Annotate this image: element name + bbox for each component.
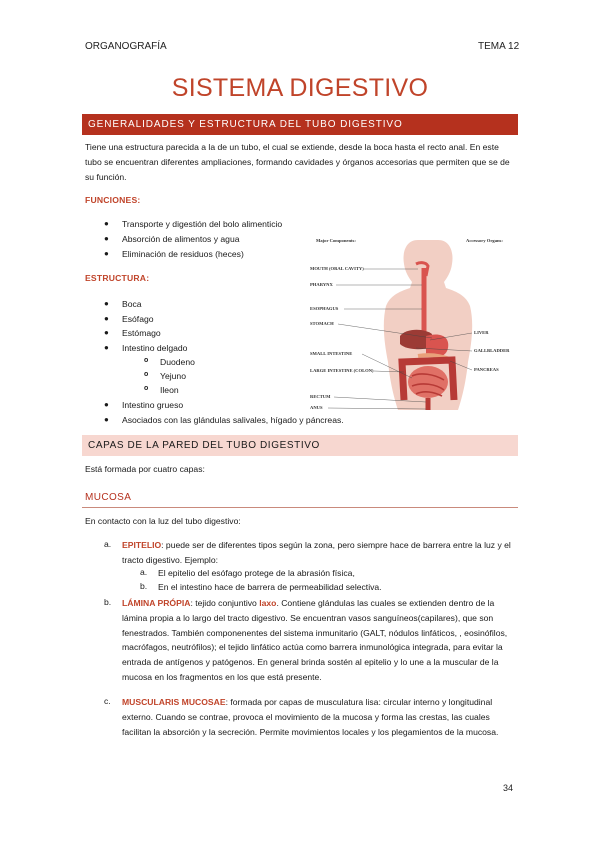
item-text: : tejido conjuntivo <box>190 598 260 608</box>
list-item: Yejuno <box>160 371 186 381</box>
list-marker: b. <box>104 597 112 607</box>
list-marker: a. <box>140 567 148 577</box>
sub-bullet-icon: o <box>144 385 149 392</box>
list-item: Boca <box>122 299 142 309</box>
running-header-topic: TEMA 12 <box>478 41 520 52</box>
running-header-subject: ORGANOGRAFÍA <box>85 41 167 52</box>
label-rectum: RECTUM <box>310 394 331 399</box>
mucosa-item-lamina-propia <box>122 596 517 685</box>
bullet-icon: ● <box>104 314 109 323</box>
funciones-label: FUNCIONES: <box>85 195 141 205</box>
section-heading-text: GENERALIDADES Y ESTRUCTURA DEL TUBO DIGESTIVO <box>88 119 403 130</box>
small-intestine <box>408 366 448 398</box>
bullet-icon: ● <box>104 415 109 424</box>
label-stomach: STOMACH <box>310 321 334 326</box>
sub-bullet-icon: o <box>144 371 149 378</box>
diagram-major-title: Major Components: <box>316 238 356 243</box>
label-anus: ANUS <box>310 405 323 410</box>
bullet-icon: ● <box>104 343 109 352</box>
bullet-icon: ● <box>104 234 109 243</box>
bullet-icon: ● <box>104 249 109 258</box>
section-heading-capas <box>82 435 518 456</box>
estructura-label: ESTRUCTURA: <box>85 273 150 283</box>
list-item: Asociados con las glándulas salivales, hígado y páncreas. <box>122 415 344 425</box>
item-text: : formada por capas de musculatura lisa: circular interno y longitudinal externo. Cuando se contrae, provoca el movimiento de la mucosa y forma las crestas, las cuales facilitan la absorción y la secreción. Permite movimientos locales y los plegamientos de la mucosa. <box>122 697 499 737</box>
page-number: 34 <box>503 783 514 793</box>
term-laxo: laxo <box>259 598 277 608</box>
sub-list-item: El epitelio del esófago protege de la abrasión física, <box>158 568 355 578</box>
bullet-icon: ● <box>104 219 109 228</box>
label-mouth: MOUTH (ORAL CAVITY) <box>310 266 364 271</box>
term-muscularis-mucosae: MUSCULARIS MUCOSAE <box>122 697 226 707</box>
label-pancreas: PANCREAS <box>474 367 499 372</box>
mucosa-item-muscularis <box>122 695 517 739</box>
list-item: Ileon <box>160 385 179 395</box>
section-heading-generalidades <box>82 114 518 135</box>
label-esophagus: ESOPHAGUS <box>310 306 339 311</box>
list-marker: b. <box>140 581 148 591</box>
list-item: Intestino grueso <box>122 400 184 410</box>
label-large-intestine: LARGE INTESTINE (COLON) <box>310 368 374 373</box>
section-divider <box>82 507 518 508</box>
bullet-icon: ● <box>104 400 109 409</box>
sub-list-item: En el intestino hace de barrera de permeabilidad selectiva. <box>158 582 382 592</box>
mucosa-item-epitelio <box>122 538 517 568</box>
list-marker: c. <box>104 696 111 706</box>
item-text: . Contiene glándulas las cuales se extienden dentro de la lámina propia a lo largo del tracto digestivo. Se encuentran vasos sanguíneos(capilares), que son fenestrados. También componenentes del sistema inmunitario (GALT, nódulos linfáticos, , eosinófilos, macrófagos, neutrófilos); el tejido linfático actúa como barrera inmunológica integrada, para evitar la entrada de antígenos y patógenos. En general brinda sostén al epitelio y lo une a la muscular de la mucosa en los fragmentos en los que está presente. <box>122 598 508 682</box>
intro-paragraph: Tiene una estructura parecida a la de un tubo, el cual se extiende, desde la boca hasta el recto anal. En este tubo se encuentran diferentes ampliaciones, formando cavidades y órganos accesorias que permiten que se de su función. <box>85 142 510 182</box>
section-heading-text: CAPAS DE LA PARED DEL TUBO DIGESTIVO <box>88 440 320 451</box>
list-item: Transporte y digestión del bolo alimenticio <box>122 219 283 229</box>
term-epitelio: EPITELIO <box>122 540 162 550</box>
bullet-icon: ● <box>104 299 109 308</box>
page-title: SISTEMA DIGESTIVO <box>171 74 429 102</box>
label-pharynx: PHARYNX <box>310 282 333 287</box>
diagram-accessory-title: Accessory Organs: <box>466 238 503 243</box>
digestive-system-diagram <box>306 232 518 410</box>
list-marker: a. <box>104 539 112 549</box>
capas-intro: Está formada por cuatro capas: <box>85 464 205 474</box>
label-liver: LIVER <box>474 330 489 335</box>
label-small-intestine: SMALL INTESTINE <box>310 351 353 356</box>
sub-bullet-icon: o <box>144 357 149 364</box>
term-lamina-propia: LÁMINA PRÓPIA <box>122 598 191 608</box>
mucosa-intro: En contacto con la luz del tubo digestivo: <box>85 516 241 526</box>
list-item: Intestino delgado <box>122 343 188 353</box>
list-item: Absorción de alimentos y agua <box>122 234 240 244</box>
list-item: Duodeno <box>160 357 195 367</box>
item-text: : puede ser de diferentes tipos según la zona, pero siempre hace de barrera entre la luz y el tracto digestivo. Ejemplo: <box>122 540 511 565</box>
bullet-icon: ● <box>104 328 109 337</box>
list-item: Estómago <box>122 328 161 338</box>
label-gallbladder: GALLBLADDER <box>474 348 510 353</box>
list-item: Esófago <box>122 314 154 324</box>
list-item: Eliminación de residuos (heces) <box>122 249 244 259</box>
mucosa-heading: MUCOSA <box>85 492 132 503</box>
